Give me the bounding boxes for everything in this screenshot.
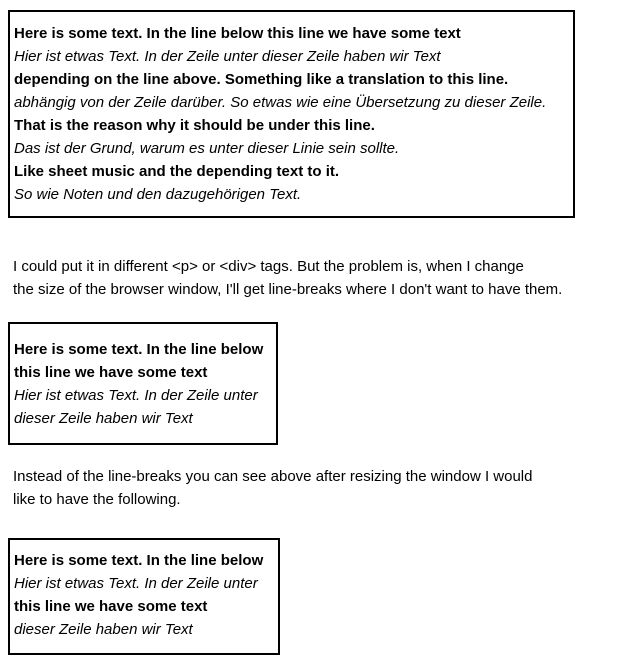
- german-line: dieser Zeile haben wir Text: [14, 621, 193, 638]
- german-line: Hier ist etwas Text. In der Zeile unter: [14, 387, 258, 404]
- english-line: Here is some text. In the line below: [14, 341, 264, 358]
- english-line: Here is some text. In the line below: [14, 552, 264, 569]
- german-line: abhängig von der Zeile darüber. So etwas wie eine Übersetzung zu dieser Zeile.: [14, 94, 547, 111]
- english-line: this line we have some text: [14, 364, 208, 381]
- german-line: Hier ist etwas Text. In der Zeile unter: [14, 575, 258, 592]
- german-line: Hier ist etwas Text. In der Zeile unter dieser Zeile haben wir Text: [14, 48, 441, 65]
- explanation-paragraph-line: Instead of the line-breaks you can see above after resizing the window I would: [13, 468, 533, 485]
- example-box-desired-breaks: [8, 538, 280, 655]
- english-line: depending on the line above. Something like a translation to this line.: [14, 71, 509, 88]
- explanation-paragraph-line: like to have the following.: [13, 491, 181, 508]
- english-line: this line we have some text: [14, 598, 208, 615]
- example-box-wrong-breaks: [8, 322, 278, 445]
- english-line: That is the reason why it should be under this line.: [14, 117, 375, 134]
- example-box-full-width: [8, 10, 575, 218]
- german-line: So wie Noten und den dazugehörigen Text.: [14, 186, 302, 203]
- explanation-paragraph-line: I could put it in different <p> or <div> tags. But the problem is, when I change: [13, 258, 524, 275]
- english-line: Here is some text. In the line below this line we have some text: [14, 25, 461, 42]
- explanation-paragraph-line: the size of the browser window, I'll get line-breaks where I don't want to have them.: [13, 281, 563, 298]
- german-line: dieser Zeile haben wir Text: [14, 410, 193, 427]
- english-line: Like sheet music and the depending text to it.: [14, 163, 340, 180]
- german-line: Das ist der Grund, warum es unter dieser Linie sein sollte.: [14, 140, 400, 157]
